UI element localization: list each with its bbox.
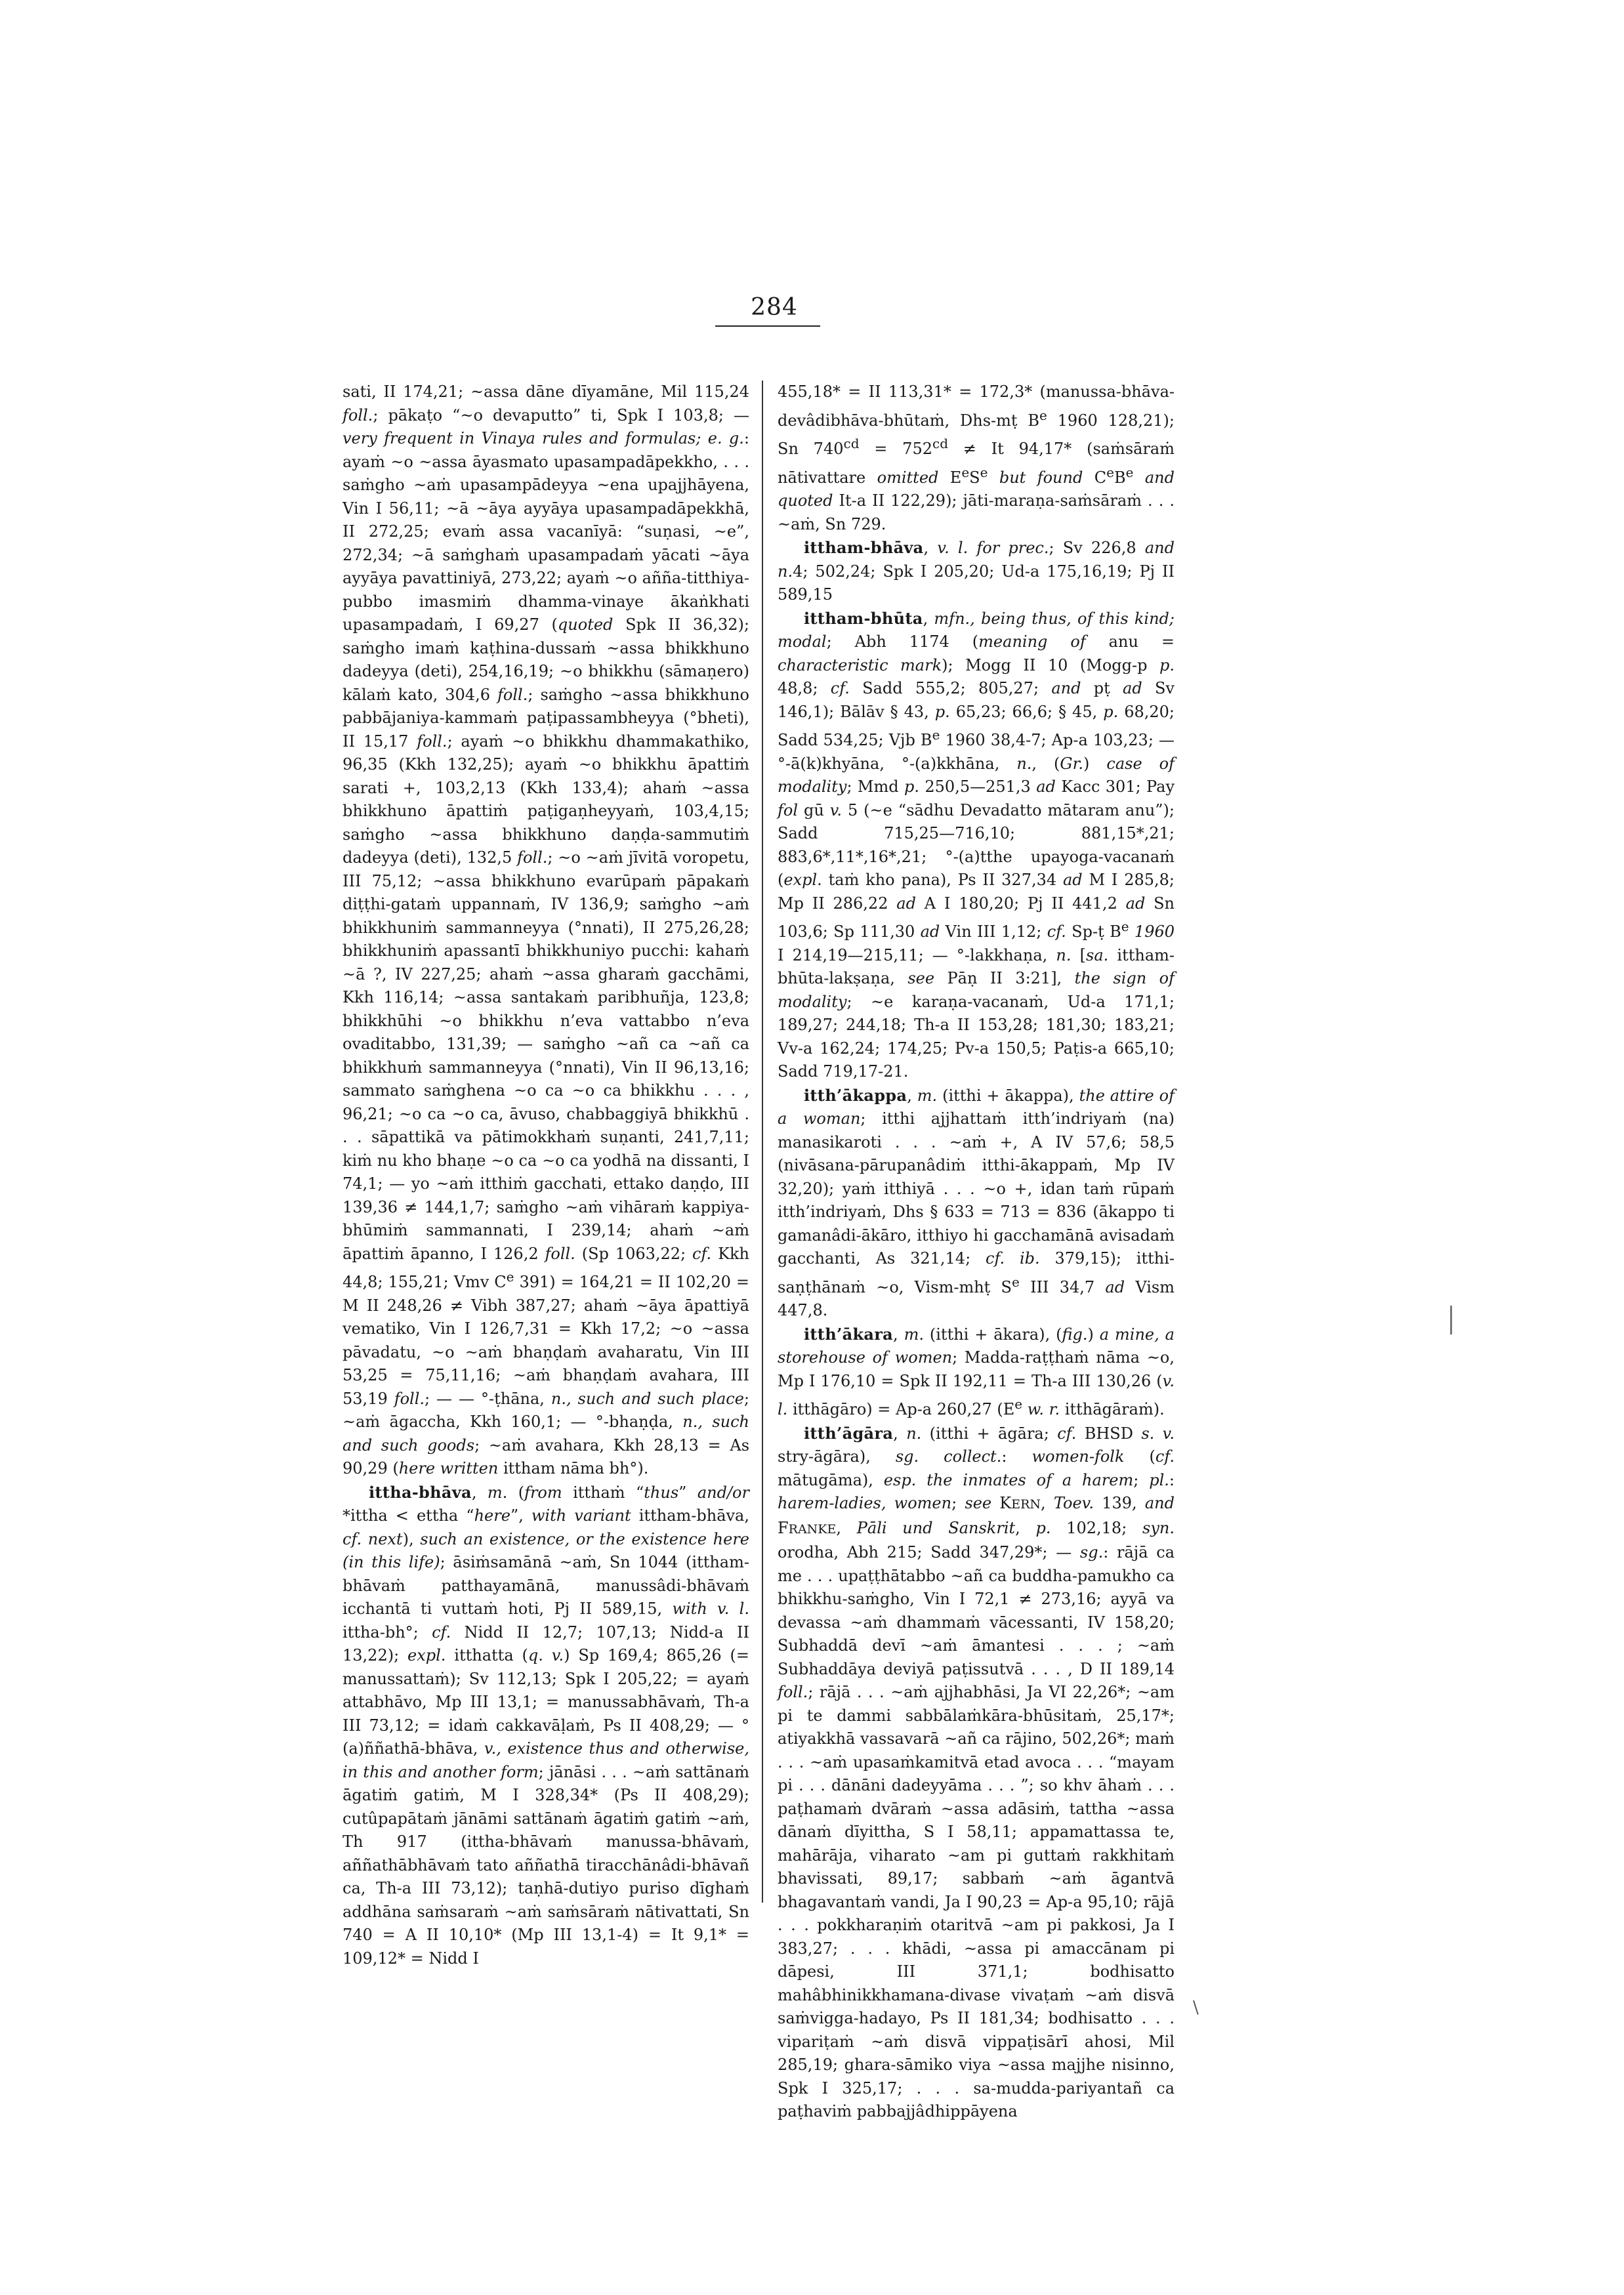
left-column: [343, 381, 749, 1970]
page-number: 284: [751, 294, 798, 321]
column-divider: [762, 381, 763, 1903]
entry-ittham-bhava: ittham-bhāva, v. l. for prec.; Sv 226,8 and n.4; 502,24; Spk I 205,20; Ud-a 175,16,19; Pj II 589,15: [778, 538, 1175, 604]
entry-ittha-bhava: ittha-bhāva, m. (from itthaṁ “thus” and/or *ittha < ettha “here”, with variant ittham-bhāva, cf. next), such an existence, or the existence here (in this life); āsiṁsamānā ~aṁ, Sn 1044 (ittham-bhāvaṁ patthayamānā, manussâdi-bhāvaṁ icchantā ti vuttaṁ hoti, Pj II 589,15, with v. l. ittha-bh°; cf. Nidd II 12,7; 107,13; Nidd-a II 13,22); expl. itthatta (q. v.) Sp 169,4; 865,26 (= manussattaṁ); Sv 112,13; Spk I 205,22; = ayaṁ attabhāvo, Mp III 13,1; = manussabhāvaṁ, Th-a III 73,12; = idaṁ cakkavāḷaṁ, Ps II 408,29; — °(a)ññathā-bhāva, v., existence thus and otherwise, in this and another form; jānāsi . . . ~aṁ sattānaṁ āgatiṁ gatiṁ, M I 328,34* (Ps II 408,29); cutûpapātaṁ jānāmi sattānaṁ āgatiṁ gatiṁ ~aṁ, Th 917 (ittha-bhāvaṁ manussa-bhāvaṁ, aññathābhāvaṁ tato aññathā tiracchānâdi-bhāvañ ca, Th-a III 73,12); taṇhā-dutiyo puriso dīghaṁ addhāna saṁsaraṁ ~aṁ saṁsāraṁ nātivattati, Sn 740 = A II 10,10* (Mp III 13,1-4) = It 9,1* = 109,12* = Nidd I: [343, 1482, 749, 1968]
entry-ittham-bhuta: ittham-bhūta, mfn., being thus, of this kind; modal; Abh 1174 (meaning of anu = characteristic mark); Mogg II 10 (Mogg-p p. 48,8; cf. Sadd 555,2; 805,27; and pṭ ad Sv 146,1); Bālāv § 43, p. 65,23; 66,6; § 45, p. 68,20; Sadd 534,25; Vjb $B^e$ 1960 38,4-7; Ap-a 103,23; — °-ā(k)khyāna, °-(a)kkhāna, n., (Gr.) case of modality; Mmd p. 250,5—251,3 ad Kacc 301; Pay fol gū v. 5 (~e “sādhu Devadatto mātaram anu”); Sadd 715,25—716,10; 881,15*,21; 883,6*,11*,16*,21; °-(a)tthe upayoga-vacanaṁ (expl. taṁ kho pana), Ps II 327,34 ad M I 285,8; Mp II 286,22 ad A I 180,20; Pj II 441,2 ad Sn 103,6; Sp 111,30 ad Vin III 1,12; cf. Sp-ṭ $B^e$ 1960 I 214,19—215,11; — °-lakkhaṇa, n. [sa. ittham-bhūta-lakṣaṇa, see Pāṇ II 3:21], the sign of modality; ~e karaṇa-vacanaṁ, Ud-a 171,1; 189,27; 244,18; Th-a II 153,28; 181,30; 183,21; Vv-a 162,24; 174,25; Pv-a 150,5; Paṭis-a 665,10; Sadd 719,17-21.: [778, 608, 1175, 1081]
stray-mark: \: [1193, 1998, 1199, 2017]
para-continuation: 455,18* = II 113,31* = 172,3* (manussa-bhāva-devâdibhāva-bhūtaṁ, Dhs-mṭ $B^e$ 1960 128,21); Sn $740^{cd} = 752^{cd} \ne It$ 94,17* (saṁsāraṁ nātivattare omitted $E^eS^e$ but found $CeB^e$ and quoted It-a II 122,29); jāti-maraṇa-saṁsāraṁ . . . ~aṁ, Sn 729.: [778, 382, 1175, 533]
right-column: [778, 381, 1175, 2124]
header-rule: [715, 325, 820, 327]
entry-itth-agara: itth’āgāra, n. (itthi + āgāra; cf. BHSD s. v. stry-āgāra), sg. collect.: women-folk (cf. mātugāma), esp. the inmates of a harem; pl.: harem-ladies, women; see KERN, Toev. 139, and FRANKE, Pāli und Sanskrit, p. 102,18; syn. orodha, Abh 215; Sadd 347,29*; — sg.: rājā ca me . . . upaṭṭhātabbo ~añ ca buddha-pamukho ca bhikkhu-saṁgho, Vin I 72,1 ≠ 273,16; ayyā va devassa ~aṁ dhammaṁ vācessanti, IV 158,20; Subhaddā devī ~aṁ āmantesi . . . ; ~aṁ Subhaddāya deviyā paṭissutvā . . . , D II 189,14 foll.; rājā . . . ~aṁ ajjhabhāsi, Ja VI 22,26*; ~am pi te dammi sabbālaṁkāra-bhūsitaṁ, 25,17*; atiyakkhā vassavarā ~añ ca rājino, 502,26*; maṁ . . . ~aṁ upasaṁkamitvā etad avoca . . . “mayam pi . . . dānāni dadeyyāma . . . ”; so khv āhaṁ . . . paṭhamaṁ dvāraṁ ~assa adāsiṁ, tattha ~assa dānaṁ dīyittha, S I 58,11; appamattassa te, mahārāja, viharato ~am pi guttaṁ rakkhitaṁ bhavissati, 89,17; sabbaṁ ~aṁ āgantvā bhagavantaṁ vandi, Ja I 90,23 = Ap-a 95,10; rājā . . . pokkharaṇiṁ otaritvā ~am pi pakkosi, Ja I 383,27; . . . khādi, ~assa pi amaccānam pi dāpesi, III 371,1; bodhisatto mahâbhinikkhamana-divase vivaṭaṁ ~aṁ disvā saṁvigga-hadayo, Ps II 181,34; bodhisatto . . . vipariṭaṁ ~aṁ disvā vippaṭisārī ahosi, Mil 285,19; ghara-sāmiko viya ~assa majjhe nisinno, Spk I 325,17; . . . sa-mudda-pariyantañ ca paṭhaviṁ pabbajjâdhippāyena: [778, 1423, 1175, 2120]
para-sati: sati, II 174,21; ~assa dāne dīyamāne, Mil 115,24 foll.; pākaṭo “~o devaputto” ti, Spk I 103,8; — very frequent in Vinaya rules and formulas; e. g.: ayaṁ ~o ~assa āyasmato upasampadāpekkho, . . . saṁgho ~aṁ upasampādeyya ~ena upajjhāyena, Vin I 56,11; ~ā ~āya ayyāya upasampadāpekkhā, II 272,25; evaṁ assa vacanīyā: “suṇasi, ~e”, 272,34; ~ā saṁghaṁ upasampadaṁ yācati ~āya ayyāya pavattiniyā, 273,22; ayaṁ ~o añña-titthiya-pubbo imasmiṁ dhamma-vinaye ākaṅkhati upasampadaṁ, I 69,27 (quoted Spk II 36,32); saṁgho imaṁ kaṭhina-dussaṁ ~assa bhikkhuno dadeyya (deti), 254,16,19; ~o bhikkhu (sāmaṇero) kālaṁ kato, 304,6 foll.; saṁgho ~assa bhikkhuno pabbājaniya-kammaṁ paṭipassambheyya (°bheti), II 15,17 foll.; ayaṁ ~o bhikkhu dhammakathiko, 96,35 (Kkh 132,25); ayaṁ ~o bhikkhu āpattiṁ sarati +, 103,2,13 (Kkh 133,4); ahaṁ ~assa bhikkhuno āpattiṁ paṭigaṇheyyaṁ, 103,4,15; saṁgho ~assa bhikkhuno daṇḍa-sammutiṁ dadeyya (deti), 132,5 foll.; ~o ~aṁ jīvitā voropetu, III 75,12; ~assa bhikkhuno evarūpaṁ pāpakaṁ diṭṭhi-gataṁ uppannaṁ, IV 136,9; saṁgho ~aṁ bhikkhuniṁ sammanneyya (°nnati), II 275,26,28; bhikkhuniṁ apassantī bhikkhuniyo pucchi: kahaṁ ~ā ?, IV 227,25; ahaṁ ~assa gharaṁ gacchāmi, Kkh 116,14; ~assa santakaṁ paribhuñja, 123,8; bhikkhūhi ~o bhikkhu n’eva vattabbo n’eva ovaditabbo, 131,39; — saṁgho ~añ ca ~añ ca bhikkhuṁ sammanneyya (°nnati), Vin II 96,13,16; sammato saṁghena ~o ca ~o ca bhikkhu . . . , 96,21; ~o ca ~o ca, āvuso, chabbaggiyā bhikkhū . . . sāpattikā va pātimokkhaṁ suṇanti, 241,7,11; kiṁ nu kho bhaṇe ~o ca ~o ca yodhā na dissanti, I 74,1; — yo ~aṁ itthiṁ gacchati, ettako daṇḍo, III 139,36 ≠ 144,1,7; saṁgho ~aṁ vihāraṁ kappiya-bhūmiṁ sammannati, I 239,14; ahaṁ ~aṁ āpattiṁ āpanno, I 126,2 foll. (Sp 1063,22; cf. Kkh 44,8; 155,21; Vmv Ce 391) = 164,21 = II 102,20 = M II 248,26 ≠ Vibh 387,27; ahaṁ ~āya āpattiyā vematiko, Vin I 126,7,31 = Kkh 17,2; ~o ~assa pāvadatu, ~o ~aṁ bhaṇḍaṁ avaharatu, Vin III 53,25 = 75,11,16; ~aṁ bhaṇḍaṁ avahara, III 53,19 foll.; — — °-ṭhāna, n., such and such place; ~aṁ āgaccha, Kkh 160,1; — °-bhaṇḍa, n., such and such goods; ~aṁ avahara, Kkh 28,13 = As 90,29 (here written ittham nāma bh°).: [343, 382, 750, 1478]
edge-mark: [1450, 1306, 1452, 1334]
entry-itth-akara: itth’ākara, m. (itthi + ākara), (fig.) a mine, a storehouse of women; Madda-raṭṭhaṁ nāma ~o, Mp I 176,10 = Spk II 192,11 = Th-a III 130,26 (v. l. itthāgāro) = Ap-a 260,27 ($E^e$ w. r. itthāgāraṁ).: [778, 1324, 1175, 1418]
entry-itth-akappa: itth’ākappa, m. (itthi + ākappa), the attire of a woman; itthi ajjhattaṁ itth’indriyaṁ (na) manasikaroti . . . ~aṁ +, A IV 57,6; 58,5 (nivāsana-pārupanâdiṁ itthi-ākappaṁ, Mp IV 32,20); yaṁ itthiyā . . . ~o +, idan taṁ rūpaṁ itth’indriyaṁ, Dhs § 633 = 713 = 836 (ākappo ti gamanâdi-ākāro, itthiyo hi gacchamānā avisadaṁ gacchanti, As 321,14; cf. ib. 379,15); itthi-saṇṭhānaṁ ~o, Vism-mhṭ $S^e$ III 34,7 ad Vism 447,8.: [778, 1085, 1175, 1319]
